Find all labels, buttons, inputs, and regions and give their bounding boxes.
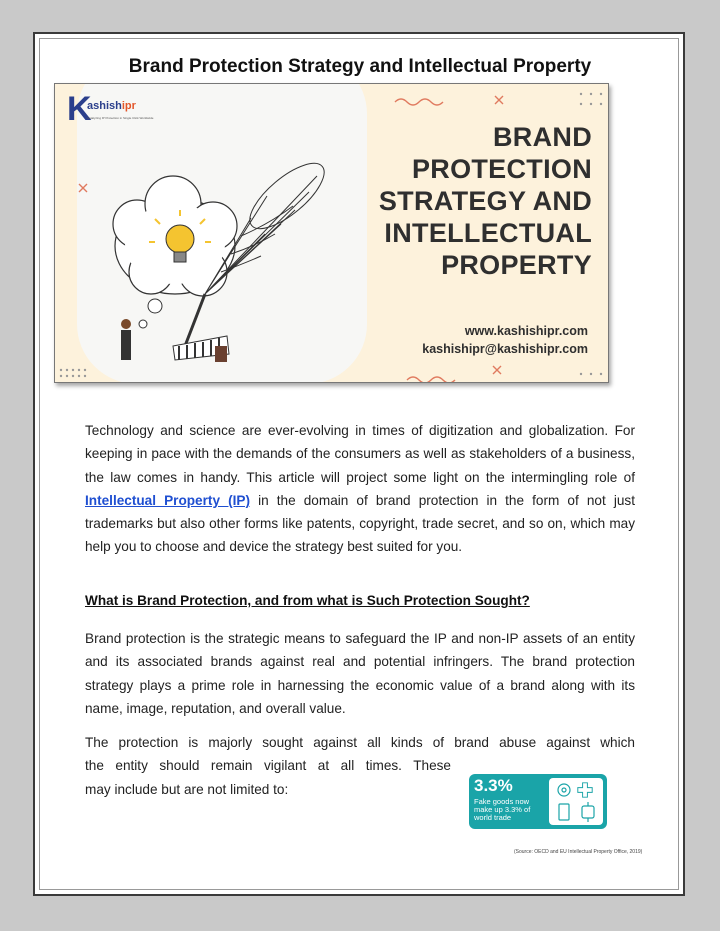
banner-website: www.kashishipr.com xyxy=(464,324,588,338)
kashishipr-logo: K ashishipr Catalyzing IP Protection in Single Click Worldwide xyxy=(67,90,154,128)
stat-source: (Source: OECD and EU Intellectual Property Office, 2019) xyxy=(514,849,643,855)
protection-sought-paragraph: The protection is majorly sought against all kinds of brand abuse against which the entity should remain vigilant at all times. These may include but are not limited to: xyxy=(85,735,635,797)
stat-value: 3.3% xyxy=(474,776,513,795)
brand-protection-paragraph: Brand protection is the strategic means to safeguard the IP and non-IP assets of an entity and its associated brands against real and potential infringers. The brand protection strategy plays a prime role in harnessing the economic value of a brand along with its name, image, reputation, and overall value. xyxy=(85,631,635,716)
stat-caption: Fake goods now make up 3.3% of world trade xyxy=(474,797,531,822)
page-title: Brand Protection Strategy and Intellectual Property xyxy=(128,56,592,77)
people-figures xyxy=(121,319,229,362)
ip-link[interactable]: Intellectual Property (IP) xyxy=(85,492,250,508)
banner-email: kashishipr@kashishipr.com xyxy=(422,342,588,356)
watch-icon xyxy=(582,802,594,822)
gear-icon xyxy=(558,784,570,796)
banner-contact xyxy=(422,322,588,358)
stat-icon-panel xyxy=(549,778,603,825)
intro-paragraph: Technology and science are ever-evolving in times of digitization and globalization. For keeping in pace with the demands of the consumers as well as stakeholders of a business, the law comes in handy. This article will project some light on the intermingling role of Intellectual Property (IP) in the domain of brand protection in the form of not just trademarks but also other forms like patents, copyright, trade secret, and so on, which may help you to choose and device the strategy best suited for you. xyxy=(85,423,635,555)
section-heading: What is Brand Protection, and from what is Such Protection Sought? xyxy=(85,593,530,608)
hero-banner xyxy=(54,83,609,383)
phone-icon xyxy=(559,804,569,820)
fake-goods-stat-card xyxy=(469,774,607,829)
plus-icon xyxy=(578,783,592,797)
banner-headline: BRAND PROTECTION STRATEGY AND INTELLECTUAL PROPERTY xyxy=(378,122,592,280)
